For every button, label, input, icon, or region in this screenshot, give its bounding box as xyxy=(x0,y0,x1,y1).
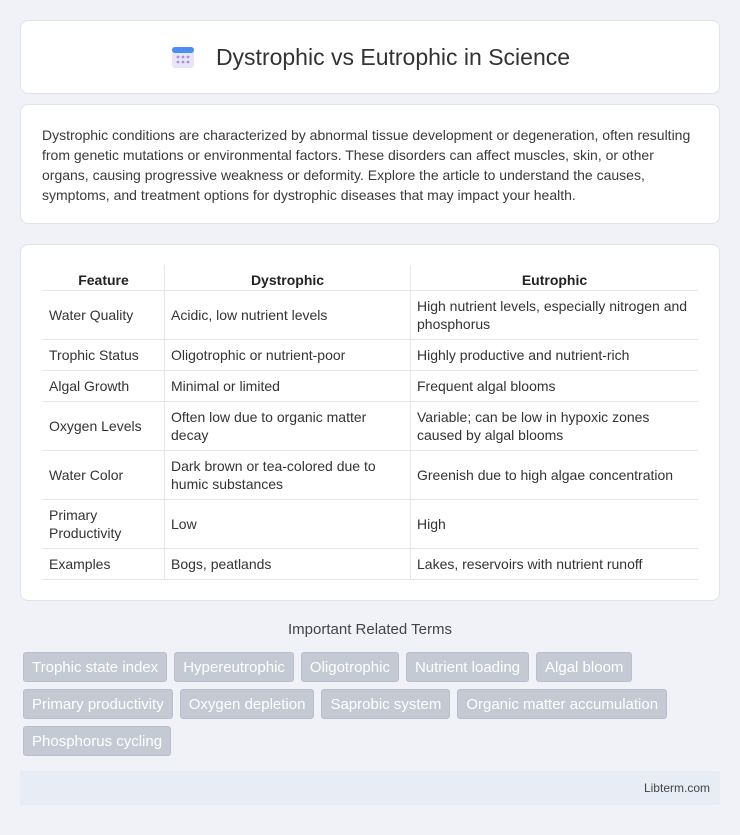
table-cell: Highly productive and nutrient-rich xyxy=(410,340,698,371)
footer-site-link[interactable]: Libterm.com xyxy=(643,781,710,795)
table-cell: High xyxy=(410,500,698,549)
table-cell: Acidic, low nutrient levels xyxy=(164,291,410,340)
related-term-tag[interactable]: Algal bloom xyxy=(536,652,632,682)
page-title: Dystrophic vs Eutrophic in Science xyxy=(215,43,571,70)
comparison-table-card xyxy=(20,244,720,601)
header-card xyxy=(20,20,720,94)
table-cell: Examples xyxy=(43,549,164,580)
header-dystrophic: Dystrophic xyxy=(164,265,410,291)
table-cell: Lakes, reservoirs with nutrient runoff xyxy=(410,549,698,580)
table-cell: Variable; can be low in hypoxic zones caused by algal blooms xyxy=(410,402,698,451)
table-cell: Low xyxy=(164,500,410,549)
table-row xyxy=(43,371,698,402)
table-cell: Often low due to organic matter decay xyxy=(164,402,410,451)
table-row xyxy=(43,451,698,500)
related-term-tag[interactable]: Hypereutrophic xyxy=(174,652,294,682)
table-row xyxy=(43,402,698,451)
related-term-tag[interactable]: Oxygen depletion xyxy=(180,689,315,719)
table-header-row xyxy=(43,265,698,291)
related-terms-title: Important Related Terms xyxy=(288,621,452,638)
table-cell: Oxygen Levels xyxy=(43,402,164,451)
table-cell: Oligotrophic or nutrient-poor xyxy=(164,340,410,371)
header-feature: Feature xyxy=(43,265,164,291)
related-term-tag[interactable]: Organic matter accumulation xyxy=(457,689,667,719)
table-cell: Minimal or limited xyxy=(164,371,410,402)
table-cell: Frequent algal blooms xyxy=(410,371,698,402)
related-term-tag[interactable]: Phosphorus cycling xyxy=(23,726,171,756)
comparison-table xyxy=(43,265,698,580)
table-cell: High nutrient levels, especially nitrogen and phosphorus xyxy=(410,291,698,340)
table-cell: Primary Productivity xyxy=(43,500,164,549)
related-term-tag[interactable]: Trophic state index xyxy=(23,652,167,682)
table-row xyxy=(43,340,698,371)
intro-text: Dystrophic conditions are characterized by abnormal tissue development or degeneration, often resulting from genetic mutations or environmental factors. These disorders can affect muscles, skin, or other organs, causing progressive weakness or deformity. Explore the article to understand the causes, symptoms, and treatment options for dystrophic diseases that may impact your health. xyxy=(42,127,691,203)
table-row xyxy=(43,291,698,340)
table-cell: Water Color xyxy=(43,451,164,500)
footer xyxy=(20,771,720,805)
table-cell: Greenish due to high algae concentration xyxy=(410,451,698,500)
table-cell: Algal Growth xyxy=(43,371,164,402)
header-eutrophic: Eutrophic xyxy=(410,265,698,291)
related-term-tag[interactable]: Oligotrophic xyxy=(301,652,399,682)
related-terms-list xyxy=(23,652,723,756)
table-cell: Bogs, peatlands xyxy=(164,549,410,580)
table-cell: Water Quality xyxy=(43,291,164,340)
intro-card xyxy=(20,104,720,224)
related-term-tag[interactable]: Nutrient loading xyxy=(406,652,529,682)
related-term-tag[interactable]: Saprobic system xyxy=(321,689,450,719)
table-row xyxy=(43,549,698,580)
table-cell: Trophic Status xyxy=(43,340,164,371)
table-row xyxy=(43,500,698,549)
calendar-icon xyxy=(170,44,196,70)
table-cell: Dark brown or tea-colored due to humic substances xyxy=(164,451,410,500)
related-term-tag[interactable]: Primary productivity xyxy=(23,689,173,719)
